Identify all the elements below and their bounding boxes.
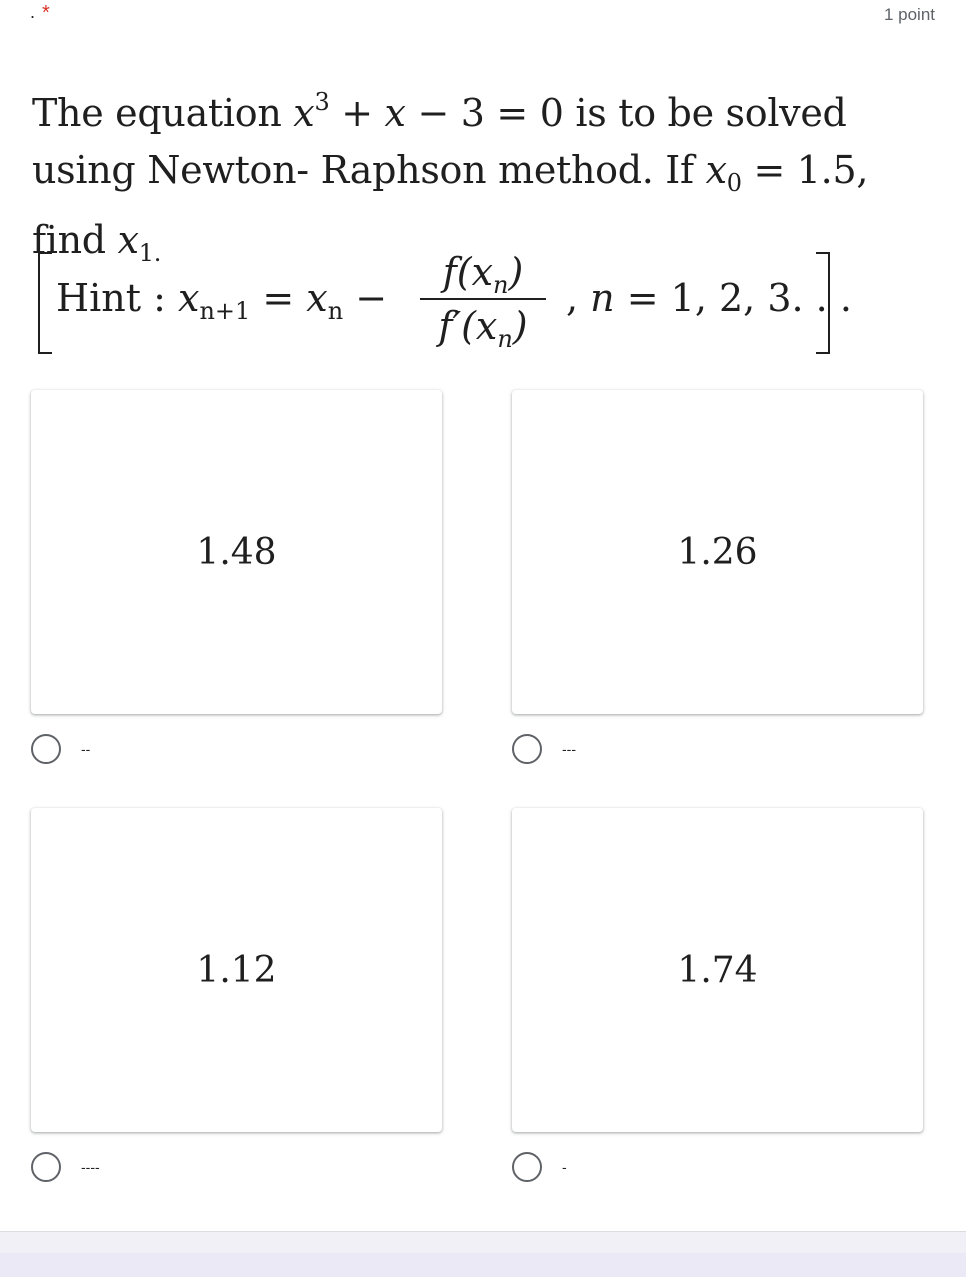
option-label-4: - [562,1159,567,1175]
hint-tail: , n = 1, 2, 3. . . [566,276,852,320]
page-background-strip [0,1232,966,1277]
points-label: 1 point [883,5,935,24]
radio-option-4[interactable] [512,1152,542,1182]
option-value-3: 1.12 [196,949,277,991]
option-label-2: --- [562,741,576,757]
hint-formula [38,246,852,358]
radio-option-2[interactable] [512,734,542,764]
question-line-2: using Newton- Raphson method. If $x_0 = 1.5$, [32,148,869,197]
question-title: . [30,2,36,22]
question-line-3: find $x_{1.}$ [32,218,162,267]
option-row-3[interactable] [31,1152,100,1182]
option-image-4[interactable] [512,808,923,1132]
fraction-numerator: $f(x_n)$ [442,250,524,299]
left-bracket [38,252,52,354]
option-value-1: 1.48 [196,531,277,573]
fraction-denominator: $f'(x_n)$ [438,304,528,353]
required-marker: * [42,2,50,24]
option-label-3: ---- [81,1159,100,1175]
radio-option-3[interactable] [31,1152,61,1182]
hint-lhs: Hint : $x_{n+1} = x_n$ − [56,276,388,325]
option-image-1[interactable] [31,390,442,714]
option-value-2: 1.26 [677,531,758,573]
option-row-1[interactable] [31,734,90,764]
hint-fraction [418,246,548,352]
option-label-1: -- [81,741,91,757]
option-row-2[interactable] [512,734,576,764]
option-image-3[interactable] [31,808,442,1132]
radio-option-1[interactable] [31,734,61,764]
right-bracket [816,252,830,354]
option-image-2[interactable] [512,390,923,714]
next-card-edge [0,1253,966,1277]
option-value-4: 1.74 [677,949,758,991]
option-row-4[interactable] [512,1152,567,1182]
question-line-1: The equation $x^3 + x - 3 = 0$ is to be solved [32,88,847,135]
